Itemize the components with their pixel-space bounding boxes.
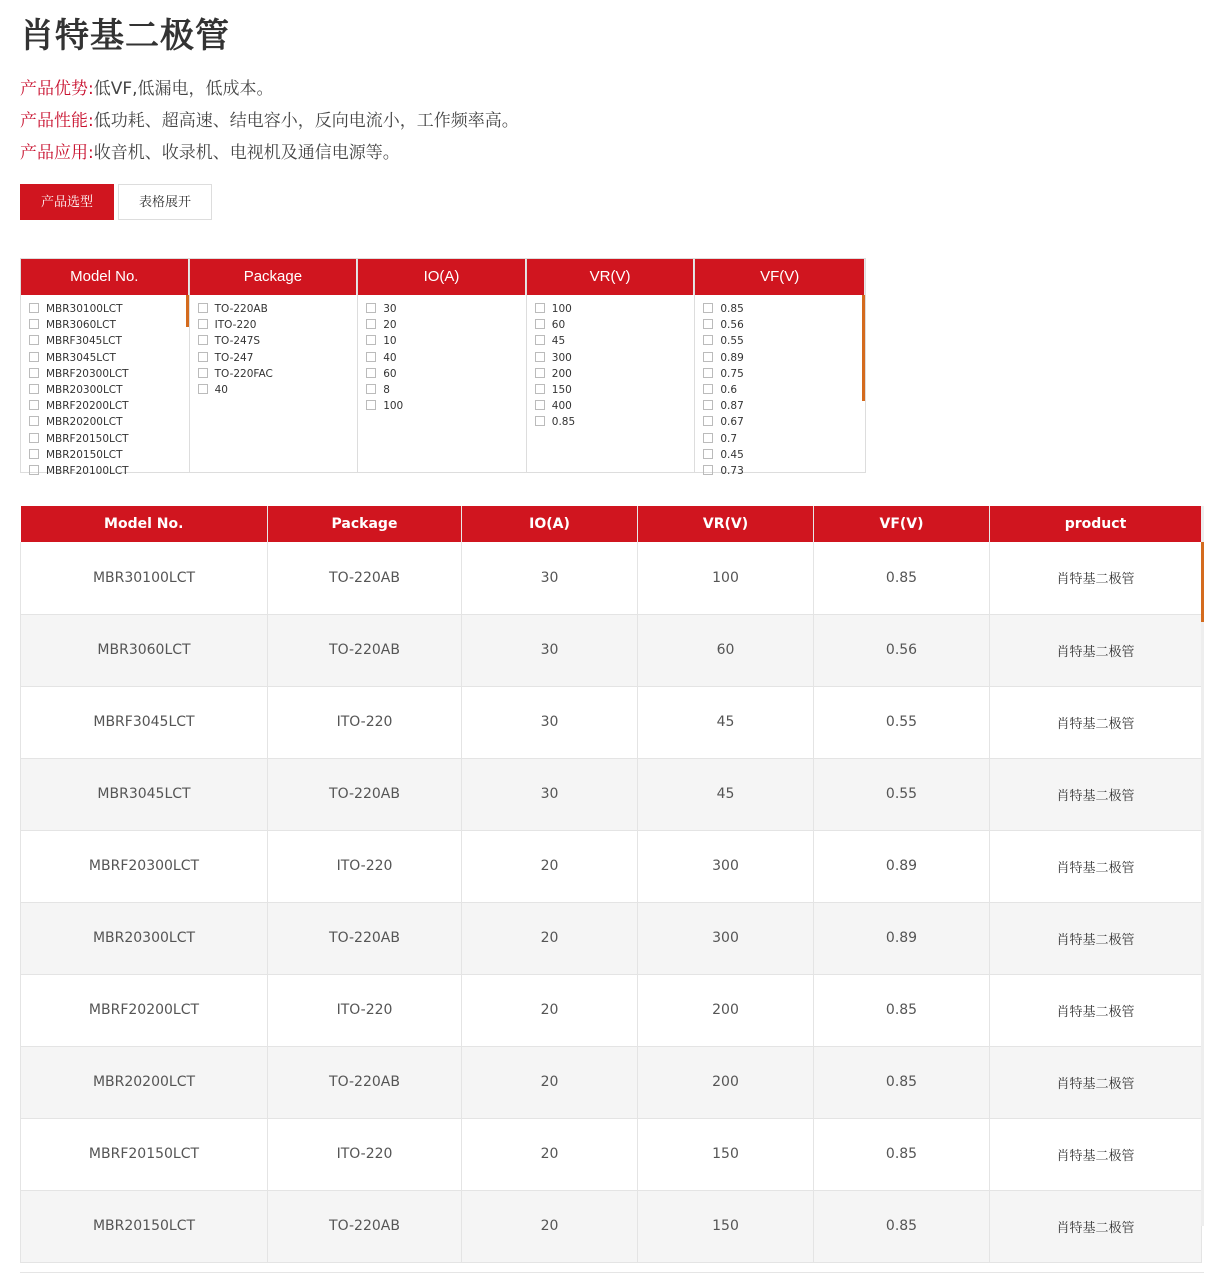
filter-option-label: TO-247S — [214, 335, 261, 348]
filter-option-label: 0.6 — [720, 383, 738, 396]
table-row[interactable] — [21, 1190, 1202, 1262]
table-cell: TO-220AB — [268, 614, 462, 686]
filter-checkbox[interactable] — [366, 335, 376, 345]
table-cell: 30 — [462, 614, 638, 686]
filter-option-label: 200 — [551, 367, 572, 380]
filter-option[interactable] — [190, 317, 358, 333]
info-text: 低功耗、超高速、结电容小，反向电流小，工作频率高。 — [93, 111, 519, 131]
filter-option-label: 0.56 — [720, 319, 744, 332]
filter-checkbox[interactable] — [535, 319, 545, 329]
table-expand-button[interactable]: 表格展开 — [118, 184, 212, 220]
filter-option[interactable] — [695, 333, 865, 349]
table-cell: 肖特基二极管 — [990, 1046, 1202, 1118]
table-cell: ITO-220 — [268, 686, 462, 758]
filter-checkbox[interactable] — [703, 319, 713, 329]
table-row[interactable] — [21, 542, 1202, 614]
info-label: 产品优势: — [20, 79, 94, 99]
filter-option-label: 0.73 — [720, 464, 744, 477]
filter-scrollbar[interactable] — [186, 295, 189, 327]
table-cell: 0.55 — [814, 758, 990, 830]
filter-option-label: 30 — [383, 303, 397, 315]
filter-option[interactable] — [695, 447, 865, 463]
filter-option[interactable] — [695, 398, 865, 414]
column-header[interactable]: VF(V) — [814, 506, 990, 542]
filter-checkbox[interactable] — [535, 416, 545, 426]
table-cell: 45 — [638, 686, 814, 758]
table-cell: TO-220AB — [268, 542, 462, 614]
table-cell: 20 — [462, 974, 638, 1046]
filter-option-label: MBRF20300LCT — [46, 367, 129, 380]
filter-header: VR(V) — [527, 259, 695, 295]
filter-option[interactable] — [695, 350, 865, 366]
filter-option-label: MBR20150LCT — [46, 448, 123, 461]
filter-option[interactable] — [358, 333, 526, 349]
table-cell: 肖特基二极管 — [990, 542, 1202, 614]
table-cell: TO-220AB — [268, 1046, 462, 1118]
filter-option-label: 400 — [551, 400, 572, 413]
filter-checkbox[interactable] — [29, 384, 39, 394]
table-cell: ITO-220 — [268, 830, 462, 902]
filter-checkbox[interactable] — [703, 303, 713, 313]
filter-checkbox[interactable] — [366, 352, 376, 362]
table-cell: 150 — [638, 1190, 814, 1262]
table-cell: MBR3060LCT — [21, 614, 268, 686]
filter-option[interactable] — [21, 447, 189, 463]
filter-option[interactable] — [21, 366, 189, 382]
filter-option[interactable] — [527, 301, 695, 317]
info-text: 低VF,低漏电，低成本。 — [93, 79, 274, 99]
table-cell: MBR3045LCT — [21, 758, 268, 830]
filter-checkbox[interactable] — [198, 335, 208, 345]
filter-option[interactable] — [190, 366, 358, 382]
filter-checkbox[interactable] — [198, 384, 208, 394]
filter-checkbox[interactable] — [703, 335, 713, 345]
filter-option-label: MBR30100LCT — [46, 303, 123, 315]
filter-checkbox[interactable] — [29, 335, 39, 345]
filter-column — [190, 259, 359, 472]
filter-option-label: TO-220FAC — [214, 367, 273, 380]
table-cell: 0.55 — [814, 686, 990, 758]
filter-list — [358, 295, 526, 472]
table-cell: 20 — [462, 1046, 638, 1118]
table-cell: MBRF20300LCT — [21, 830, 268, 902]
table-cell: 300 — [638, 830, 814, 902]
table-cell: 60 — [638, 614, 814, 686]
filter-checkbox[interactable] — [535, 352, 545, 362]
filter-option[interactable] — [190, 333, 358, 349]
filter-option[interactable] — [190, 301, 358, 317]
filter-checkbox[interactable] — [198, 319, 208, 329]
table-cell: 45 — [638, 758, 814, 830]
filter-checkbox[interactable] — [29, 303, 39, 313]
table-cell: 肖特基二极管 — [990, 830, 1202, 902]
column-header[interactable]: product — [990, 506, 1202, 542]
table-cell: 20 — [462, 902, 638, 974]
filter-option-label: 100 — [383, 400, 404, 413]
filter-option-label: 150 — [551, 383, 572, 396]
filter-option[interactable] — [695, 382, 865, 398]
filter-checkbox[interactable] — [366, 384, 376, 394]
filter-checkbox[interactable] — [366, 368, 376, 378]
filter-option[interactable] — [21, 333, 189, 349]
filter-option-label: 0.55 — [720, 335, 744, 348]
filter-option-label: 0.87 — [720, 400, 744, 413]
filter-list — [21, 295, 189, 477]
filter-checkbox[interactable] — [29, 400, 39, 410]
filter-option[interactable] — [527, 333, 695, 349]
filter-header: Package — [190, 259, 358, 295]
filter-option[interactable] — [695, 317, 865, 333]
info-advantage — [20, 74, 274, 99]
filter-option-label: 0.85 — [720, 303, 744, 315]
table-cell: MBR20200LCT — [21, 1046, 268, 1118]
filter-option-label: TO-220AB — [214, 303, 268, 315]
info-application — [20, 138, 400, 163]
filter-option-label: 40 — [383, 351, 397, 364]
filter-header: IO(A) — [358, 259, 526, 295]
filter-checkbox[interactable] — [703, 352, 713, 362]
table-cell: 肖特基二极管 — [990, 686, 1202, 758]
filter-option-label: 8 — [383, 383, 390, 396]
table-cell: MBR30100LCT — [21, 542, 268, 614]
filter-option[interactable] — [695, 301, 865, 317]
info-text: 收音机、收录机、电视机及通信电源等。 — [93, 143, 400, 163]
filter-checkbox[interactable] — [198, 368, 208, 378]
table-cell: 30 — [462, 758, 638, 830]
table-cell: 肖特基二极管 — [990, 758, 1202, 830]
table-cell: 肖特基二极管 — [990, 974, 1202, 1046]
table-cell: 0.89 — [814, 902, 990, 974]
filter-option[interactable] — [190, 350, 358, 366]
table-cell: MBR20150LCT — [21, 1190, 268, 1262]
filter-column — [358, 259, 527, 472]
table-cell: 0.89 — [814, 830, 990, 902]
info-label: 产品应用: — [20, 143, 94, 163]
filter-list — [527, 295, 695, 472]
filter-option[interactable] — [21, 301, 189, 317]
filter-checkbox[interactable] — [366, 303, 376, 313]
filter-header: Model No. — [21, 259, 189, 295]
table-cell: 肖特基二极管 — [990, 1190, 1202, 1262]
filter-option-label: 40 — [214, 383, 228, 396]
filter-panel — [20, 258, 866, 477]
filter-option[interactable] — [358, 317, 526, 333]
filter-option-label: 0.75 — [720, 367, 744, 380]
filter-option-label: 60 — [551, 319, 566, 332]
filter-checkbox[interactable] — [366, 319, 376, 329]
filter-option-label: 60 — [383, 367, 397, 380]
filter-option-label: MBR20300LCT — [46, 383, 123, 396]
table-cell: MBRF3045LCT — [21, 686, 268, 758]
filter-option-label: 45 — [551, 335, 566, 348]
table-cell: 30 — [462, 542, 638, 614]
filter-checkbox[interactable] — [535, 303, 545, 313]
filter-checkbox[interactable] — [29, 352, 39, 362]
filter-checkbox[interactable] — [703, 433, 713, 443]
filter-checkbox[interactable] — [535, 335, 545, 345]
filter-option[interactable] — [358, 366, 526, 382]
product-table-container — [20, 506, 1204, 1236]
table-row[interactable] — [21, 686, 1202, 758]
filter-option[interactable] — [527, 382, 695, 398]
table-cell: 0.85 — [814, 542, 990, 614]
table-cell: MBRF20200LCT — [21, 974, 268, 1046]
filter-option-label: 0.85 — [551, 416, 576, 429]
filter-checkbox[interactable] — [198, 352, 208, 362]
table-row[interactable] — [21, 1046, 1202, 1118]
table-cell: MBRF20150LCT — [21, 1118, 268, 1190]
filter-option[interactable] — [527, 398, 695, 414]
filter-option[interactable] — [695, 366, 865, 382]
filter-checkbox[interactable] — [703, 449, 713, 459]
table-cell: MBR20300LCT — [21, 902, 268, 974]
filter-option[interactable] — [527, 414, 695, 430]
table-cell: 300 — [638, 902, 814, 974]
filter-option-label: MBR20200LCT — [46, 416, 123, 429]
filter-option[interactable] — [21, 414, 189, 430]
table-cell: 0.56 — [814, 614, 990, 686]
filter-option[interactable] — [190, 382, 358, 398]
filter-option-label: MBRF20150LCT — [46, 432, 129, 445]
filter-option[interactable] — [695, 431, 865, 447]
filter-option-label: TO-247 — [214, 351, 254, 364]
filter-list — [695, 295, 865, 477]
table-row[interactable] — [21, 758, 1202, 830]
table-cell: 0.85 — [814, 1046, 990, 1118]
filter-column — [695, 259, 865, 477]
filter-checkbox[interactable] — [535, 400, 545, 410]
filter-checkbox[interactable] — [29, 368, 39, 378]
filter-option[interactable] — [527, 366, 695, 382]
table-cell: ITO-220 — [268, 1118, 462, 1190]
filter-option-label: 0.67 — [720, 416, 744, 429]
table-cell: ITO-220 — [268, 974, 462, 1046]
table-row[interactable] — [21, 974, 1202, 1046]
filter-option-label: 300 — [551, 351, 572, 364]
table-cell: 肖特基二极管 — [990, 614, 1202, 686]
info-performance — [20, 106, 519, 131]
filter-option[interactable] — [527, 317, 695, 333]
column-header[interactable]: Model No. — [21, 506, 268, 542]
filter-option-label: MBRF3045LCT — [46, 335, 122, 348]
filter-option-label: MBR3045LCT — [46, 351, 116, 364]
column-header[interactable]: Package — [268, 506, 462, 542]
product-table — [20, 506, 1202, 1263]
table-row[interactable] — [21, 1118, 1202, 1190]
filter-checkbox[interactable] — [703, 368, 713, 378]
table-row[interactable] — [21, 614, 1202, 686]
table-cell: 0.85 — [814, 1118, 990, 1190]
filter-option[interactable] — [21, 431, 189, 447]
filter-checkbox[interactable] — [29, 465, 39, 475]
filter-header: VF(V) — [695, 259, 865, 295]
filter-option-label: 100 — [551, 303, 572, 315]
filter-checkbox[interactable] — [703, 465, 713, 475]
filter-option-label: 10 — [383, 335, 397, 348]
filter-checkbox[interactable] — [29, 449, 39, 459]
filter-option-label: MBR3060LCT — [46, 319, 116, 332]
filter-column — [21, 259, 190, 477]
table-cell: TO-220AB — [268, 758, 462, 830]
table-cell: 0.85 — [814, 1190, 990, 1262]
filter-option[interactable] — [21, 398, 189, 414]
table-cell: 150 — [638, 1118, 814, 1190]
filter-checkbox[interactable] — [703, 384, 713, 394]
filter-option-label: 20 — [383, 319, 397, 332]
filter-option[interactable] — [695, 463, 865, 479]
table-cell: 20 — [462, 1118, 638, 1190]
table-cell: 20 — [462, 1190, 638, 1262]
filter-option-label: ITO-220 — [214, 319, 257, 332]
table-header-row — [21, 506, 1202, 542]
filter-checkbox[interactable] — [703, 416, 713, 426]
table-cell: 肖特基二极管 — [990, 1118, 1202, 1190]
table-cell: 20 — [462, 830, 638, 902]
table-body — [21, 542, 1202, 1262]
filter-checkbox[interactable] — [29, 416, 39, 426]
table-cell: TO-220AB — [268, 902, 462, 974]
divider — [20, 1272, 1204, 1273]
filter-option-label: MBRF20100LCT — [46, 464, 129, 477]
filter-option[interactable] — [358, 350, 526, 366]
filter-checkbox[interactable] — [29, 319, 39, 329]
filter-option-label: MBRF20200LCT — [46, 400, 129, 413]
filter-checkbox[interactable] — [535, 368, 545, 378]
action-buttons — [20, 184, 212, 220]
product-select-button[interactable]: 产品选型 — [20, 184, 114, 220]
info-label: 产品性能: — [20, 111, 94, 131]
table-cell: TO-220AB — [268, 1190, 462, 1262]
table-cell: 肖特基二极管 — [990, 902, 1202, 974]
filter-list — [190, 295, 358, 472]
filter-option[interactable] — [21, 317, 189, 333]
filter-option-label: 0.89 — [720, 351, 744, 364]
column-header[interactable]: VR(V) — [638, 506, 814, 542]
table-scrollbar-thumb[interactable] — [1201, 542, 1204, 622]
filter-checkbox[interactable] — [29, 433, 39, 443]
filter-option[interactable] — [21, 463, 189, 479]
filter-option-label: 0.7 — [720, 432, 738, 445]
page-title: 肖特基二极管 — [20, 16, 230, 56]
filter-scrollbar[interactable] — [862, 295, 865, 401]
table-cell: 100 — [638, 542, 814, 614]
filter-checkbox[interactable] — [198, 303, 208, 313]
column-header[interactable]: IO(A) — [462, 506, 638, 542]
table-row[interactable] — [21, 902, 1202, 974]
filter-checkbox[interactable] — [535, 384, 545, 394]
filter-checkbox[interactable] — [703, 400, 713, 410]
filter-option[interactable] — [21, 350, 189, 366]
table-cell: 200 — [638, 974, 814, 1046]
table-cell: 200 — [638, 1046, 814, 1118]
filter-column — [527, 259, 696, 472]
table-cell: 0.85 — [814, 974, 990, 1046]
filter-option[interactable] — [527, 350, 695, 366]
filter-option[interactable] — [358, 301, 526, 317]
filter-option-label: 0.45 — [720, 448, 744, 461]
filter-option[interactable] — [21, 382, 189, 398]
table-cell: 30 — [462, 686, 638, 758]
filter-option[interactable] — [695, 414, 865, 430]
filter-option[interactable] — [358, 398, 526, 414]
filter-option[interactable] — [358, 382, 526, 398]
filter-checkbox[interactable] — [366, 400, 376, 410]
table-row[interactable] — [21, 830, 1202, 902]
